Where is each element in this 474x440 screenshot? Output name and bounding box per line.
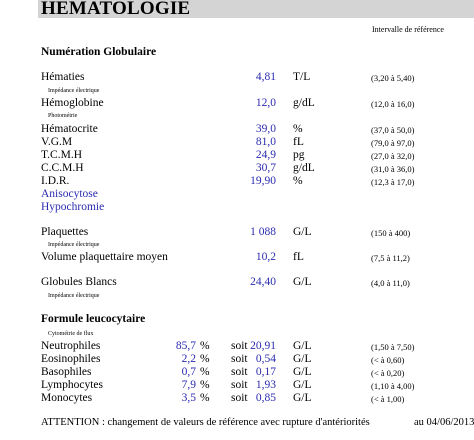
row-ref: (31,0 à 36,0) bbox=[371, 164, 415, 174]
row-value: 30,7 bbox=[255, 162, 276, 174]
formule-label: Neutrophiles bbox=[41, 340, 101, 352]
row-ref: (4,0 à 11,0) bbox=[371, 278, 410, 288]
row-ref: (37,0 à 50,0) bbox=[371, 125, 415, 135]
row-unit: g/dL bbox=[293, 97, 315, 109]
row-ref: (150 à 400) bbox=[371, 228, 411, 238]
formule-value: 0,85 bbox=[255, 392, 276, 404]
formule-ref: (1,50 à 7,50) bbox=[371, 342, 415, 352]
note-hypochromie: Hypochromie bbox=[41, 201, 105, 213]
row-unit: % bbox=[293, 175, 303, 187]
row-ref: (3,20 à 5,40) bbox=[371, 73, 415, 83]
formule-pct: 7,9 bbox=[181, 379, 196, 391]
formule-pct: 0,7 bbox=[181, 366, 196, 378]
formule-unit: G/L bbox=[293, 379, 312, 391]
row-label: T.C.M.H bbox=[41, 149, 82, 161]
formule-pct-unit: % bbox=[200, 379, 210, 391]
row-label: Hémoglobine bbox=[41, 97, 104, 109]
formule-pct-unit: % bbox=[200, 366, 210, 378]
row-label: I.D.R. bbox=[41, 175, 70, 187]
formule-soit: soit bbox=[231, 392, 248, 404]
formule-soit: soit bbox=[231, 340, 248, 352]
row-unit: G/L bbox=[293, 276, 312, 288]
formule-pct-unit: % bbox=[200, 353, 210, 365]
formule-pct-unit: % bbox=[200, 340, 210, 352]
row-unit: pg bbox=[293, 149, 305, 161]
formule-value: 0,17 bbox=[255, 366, 276, 378]
row-value: 10,2 bbox=[255, 251, 276, 263]
row-unit: T/L bbox=[293, 71, 311, 83]
row-label: V.G.M bbox=[41, 136, 73, 148]
formule-ref: (< à 0,20) bbox=[371, 368, 405, 378]
reference-header: Intervalle de référence bbox=[372, 25, 444, 34]
row-label: Volume plaquettaire moyen bbox=[41, 251, 168, 263]
formule-ref: (< à 0,60) bbox=[371, 355, 405, 365]
formule-label: Eosinophiles bbox=[41, 353, 101, 365]
row-value: 39,0 bbox=[255, 123, 276, 135]
formule-unit: G/L bbox=[293, 353, 312, 365]
row-value: 81,0 bbox=[255, 136, 276, 148]
formule-ref: (1,10 à 4,00) bbox=[371, 381, 415, 391]
section-numeration: Numération Globulaire bbox=[41, 46, 157, 58]
attention-note: ATTENTION : changement de valeurs de référence avec rupture d'antériorités bbox=[41, 417, 370, 428]
note-anisocytose: Anisocytose bbox=[41, 188, 98, 200]
row-value: 24,9 bbox=[255, 149, 276, 161]
formule-pct: 3,5 bbox=[181, 392, 196, 404]
row-unit: fL bbox=[293, 136, 304, 148]
row-unit: fL bbox=[293, 251, 304, 263]
formule-unit: G/L bbox=[293, 366, 312, 378]
method-note: Impédance électrique bbox=[48, 293, 100, 299]
formule-ref: (< à 1,00) bbox=[371, 394, 405, 404]
row-ref: (79,0 à 97,0) bbox=[371, 138, 415, 148]
row-value: 4,81 bbox=[255, 71, 276, 83]
attention-date: au 04/06/2013 bbox=[414, 417, 474, 428]
row-value: 24,40 bbox=[250, 276, 276, 288]
row-label: C.C.M.H bbox=[41, 162, 84, 174]
formule-value: 20,91 bbox=[250, 340, 276, 352]
method-note: Cytométrie de flux bbox=[48, 331, 94, 337]
formule-value: 1,93 bbox=[255, 379, 276, 391]
row-ref: (12,0 à 16,0) bbox=[371, 99, 415, 109]
formule-label: Lymphocytes bbox=[41, 379, 103, 391]
formule-soit: soit bbox=[231, 379, 248, 391]
row-value: 1 088 bbox=[250, 226, 276, 238]
row-unit: % bbox=[293, 123, 303, 135]
formule-label: Monocytes bbox=[41, 392, 93, 404]
method-note: Photométrie bbox=[48, 113, 78, 119]
formule-label: Basophiles bbox=[41, 366, 92, 378]
row-label: Globules Blancs bbox=[41, 276, 117, 288]
formule-pct: 2,2 bbox=[181, 353, 196, 365]
row-value: 19,90 bbox=[250, 175, 276, 187]
row-label: Hématies bbox=[41, 71, 85, 83]
row-label: Hématocrite bbox=[41, 123, 98, 135]
formule-value: 0,54 bbox=[255, 353, 276, 365]
formule-soit: soit bbox=[231, 366, 248, 378]
formule-unit: G/L bbox=[293, 392, 312, 404]
section-formule: Formule leucocytaire bbox=[41, 313, 146, 325]
page-title: HEMATOLOGIE bbox=[41, 0, 191, 19]
row-unit: G/L bbox=[293, 226, 312, 238]
formule-pct-unit: % bbox=[200, 392, 210, 404]
row-ref: (7,5 à 11,2) bbox=[371, 253, 410, 263]
method-note: Impédance électrique bbox=[48, 242, 100, 248]
formule-soit: soit bbox=[231, 353, 248, 365]
method-note: Impédance électrique bbox=[48, 88, 100, 94]
row-label: Plaquettes bbox=[41, 226, 89, 238]
row-value: 12,0 bbox=[255, 97, 276, 109]
row-ref: (12,3 à 17,0) bbox=[371, 177, 415, 187]
formule-pct: 85,7 bbox=[175, 340, 196, 352]
row-ref: (27,0 à 32,0) bbox=[371, 151, 415, 161]
formule-unit: G/L bbox=[293, 340, 312, 352]
row-unit: g/dL bbox=[293, 162, 315, 174]
